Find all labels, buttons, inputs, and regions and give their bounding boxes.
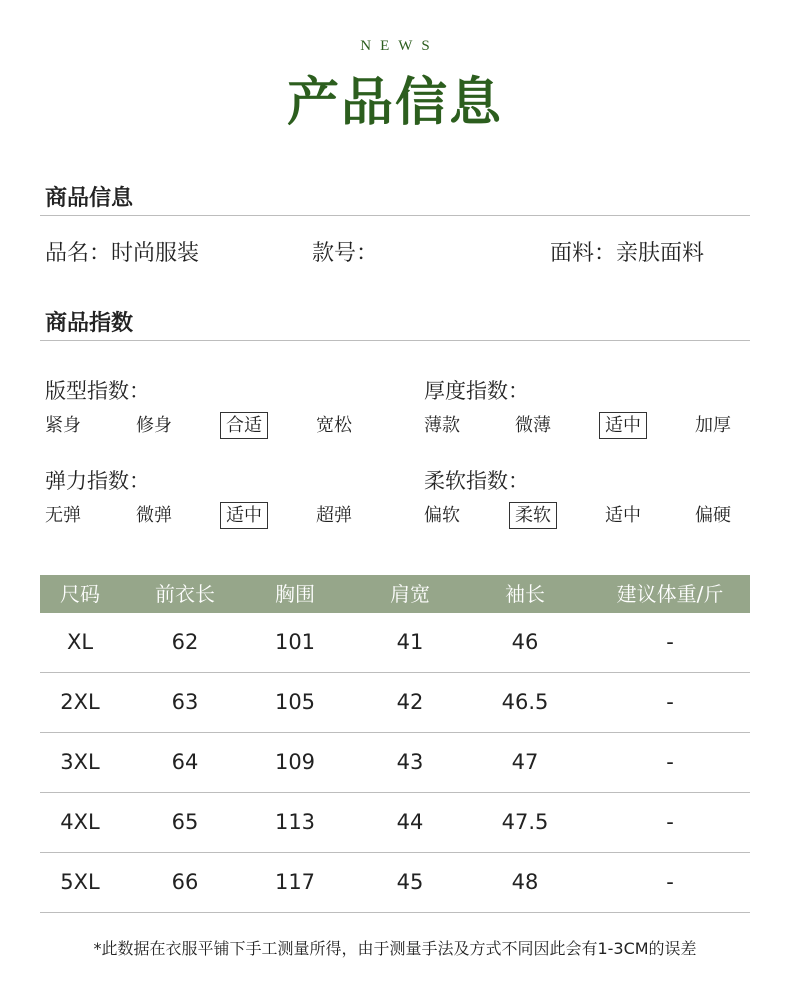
- fit-index-label: 版型指数：: [45, 379, 150, 403]
- fit-option: 宽松: [316, 415, 352, 436]
- size-table-header: [40, 575, 750, 613]
- table-cell: 48: [511, 870, 539, 894]
- table-cell: XL: [66, 630, 94, 654]
- table-cell: 105: [274, 690, 316, 714]
- table-cell: 4XL: [60, 810, 100, 834]
- table-cell: 65: [171, 810, 199, 834]
- column-header: 尺码: [60, 582, 100, 606]
- table-row: [40, 613, 750, 673]
- table-cell: 66: [171, 870, 199, 894]
- thickness-option: 薄款: [424, 415, 460, 436]
- table-cell: 47: [511, 750, 539, 774]
- thickness-option: 微薄: [515, 415, 551, 436]
- table-cell: 63: [171, 690, 199, 714]
- fabric: 面料：亲肤面料: [550, 241, 705, 266]
- thickness-option: 加厚: [695, 415, 731, 436]
- table-cell: 64: [171, 750, 199, 774]
- table-cell: 46.5: [501, 690, 549, 714]
- softness-option: 柔软: [509, 502, 557, 529]
- column-header: 胸围: [275, 582, 315, 606]
- thickness-index-label: 厚度指数：: [424, 379, 529, 403]
- table-cell: 62: [171, 630, 199, 654]
- indices-title: 商品指数: [45, 311, 134, 336]
- elasticity-option: 微弹: [136, 505, 172, 526]
- page-title: 产品信息: [286, 72, 503, 133]
- table-cell: -: [666, 810, 674, 834]
- thickness-option: 适中: [599, 412, 647, 439]
- elasticity-index-label: 弹力指数：: [45, 469, 150, 493]
- softness-option: 偏软: [424, 505, 460, 526]
- elasticity-option: 无弹: [45, 505, 81, 526]
- table-cell: 2XL: [60, 690, 100, 714]
- header-kicker: NEWS: [360, 38, 439, 54]
- column-header: 袖长: [505, 582, 545, 606]
- table-row: [40, 673, 750, 733]
- table-row: [40, 793, 750, 853]
- table-cell: 44: [396, 810, 424, 834]
- table-cell: -: [666, 750, 674, 774]
- table-cell: -: [666, 870, 674, 894]
- table-cell: 41: [396, 630, 424, 654]
- table-cell: 109: [274, 750, 316, 774]
- table-cell: 45: [396, 870, 424, 894]
- softness-index-label: 柔软指数：: [424, 469, 529, 493]
- table-cell: 46: [511, 630, 539, 654]
- table-cell: 42: [396, 690, 424, 714]
- column-header: 前衣长: [155, 582, 215, 606]
- column-header: 肩宽: [390, 582, 430, 606]
- table-cell: 43: [396, 750, 424, 774]
- elasticity-option: 超弹: [316, 505, 352, 526]
- softness-option: 适中: [605, 505, 641, 526]
- table-cell: 113: [274, 810, 316, 834]
- style-number: 款号：: [312, 241, 379, 266]
- elasticity-option: 适中: [220, 502, 268, 529]
- table-row: [40, 733, 750, 793]
- table-cell: 47.5: [501, 810, 549, 834]
- product-info-title: 商品信息: [45, 186, 134, 211]
- divider: [40, 215, 750, 216]
- column-header: 建议体重/斤: [616, 582, 724, 606]
- product-name: 品名：时尚服装: [45, 241, 200, 266]
- table-row: [40, 853, 750, 913]
- table-cell: 5XL: [60, 870, 100, 894]
- divider: [40, 340, 750, 341]
- softness-option: 偏硬: [695, 505, 731, 526]
- fit-option: 合适: [220, 412, 268, 439]
- table-cell: 117: [274, 870, 316, 894]
- table-cell: -: [666, 630, 674, 654]
- measurement-footnote: *此数据在衣服平铺下手工测量所得，由于测量手法及方式不同因此会有1-3CM的误差: [93, 939, 697, 958]
- fit-option: 修身: [136, 415, 172, 436]
- fit-option: 紧身: [45, 415, 81, 436]
- table-cell: 3XL: [60, 750, 100, 774]
- table-cell: -: [666, 690, 674, 714]
- table-cell: 101: [274, 630, 316, 654]
